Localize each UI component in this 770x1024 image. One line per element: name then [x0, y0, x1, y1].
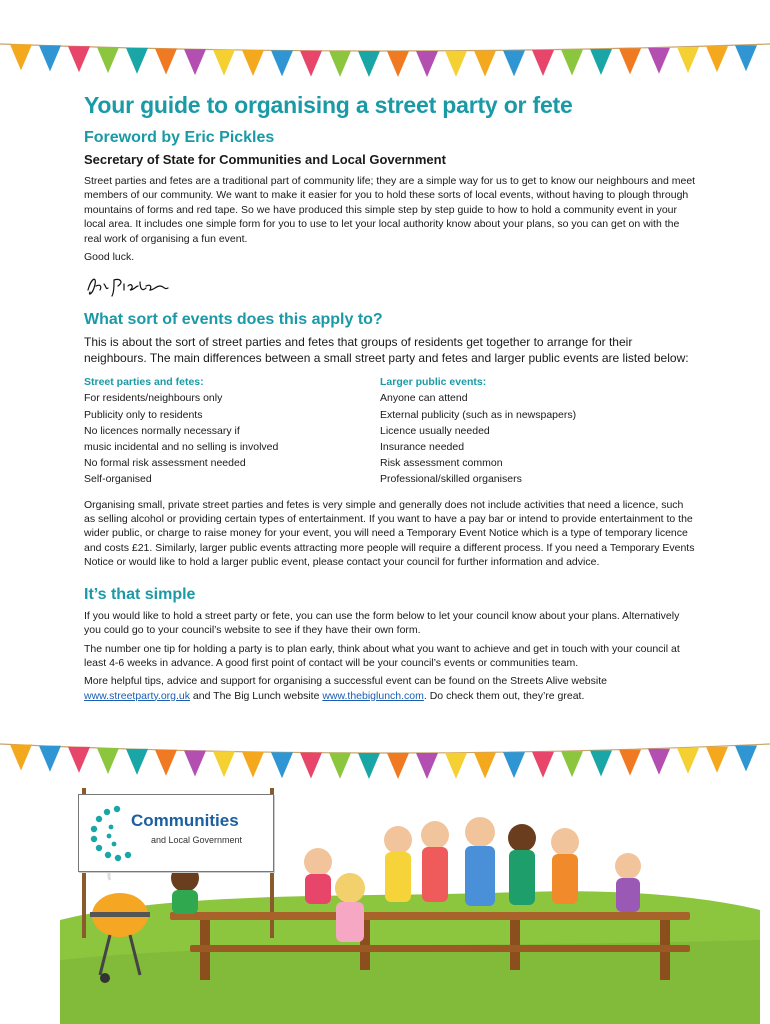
street-parties-heading: Street parties and fetes:: [84, 376, 204, 389]
foreword-closing: Good luck.: [84, 251, 135, 264]
list-item: No licences normally necessary if: [84, 424, 240, 437]
logo-dots-icon: [87, 803, 137, 863]
bunting-flag: [619, 48, 641, 74]
foreword-subheading: Secretary of State for Communities and Local Government: [84, 152, 446, 167]
bunting-flag: [445, 51, 467, 77]
list-item: Self-organised: [84, 473, 152, 486]
logo-title: Communities: [131, 811, 239, 830]
biglunch-link[interactable]: www.thebiglunch.com: [322, 689, 424, 702]
events-body: Organising small, private street parties and fetes is very simple and generally does not include activities that need a licence, such as selling alcohol or providing certain types of entertainment. If you want to have a pay bar or intend to provide entertainment to the wider public, or charge to raise money for your event, you will need a Temporary Event Notice which is a type of temporary licence and costs £21. Similarly, larger public events attracting more people will require a different process. If you need a Temporary Events Notice or would like to hold a larger public event, please contact your council for further information and advice.: [84, 498, 695, 569]
list-item: No formal risk assessment needed: [84, 457, 246, 470]
foreword-heading: Foreword by Eric Pickles: [84, 129, 275, 146]
street-parties-column: [84, 376, 380, 487]
list-item: For residents/neighbours only: [84, 392, 223, 405]
paragraph-text: . Do check them out, they’re great.: [423, 689, 585, 702]
simple-heading: It’s that simple: [84, 585, 196, 603]
simple-paragraph-2: The number one tip for holding a party is to plan early, think about what you want to achieve and get in touch with your council at least 4-6 weeks in advance. A good first point of contact will be your council’s events or communities team.: [84, 642, 680, 669]
bunting-flag: [503, 50, 525, 76]
bunting-flag: [677, 47, 699, 73]
bunting-flag: [68, 46, 90, 72]
list-item: Risk assessment common: [380, 457, 503, 470]
bunting-flag: [10, 744, 32, 770]
bunting-flag: [706, 747, 728, 773]
bunting-flag: [329, 51, 351, 77]
bunting-flag: [213, 50, 235, 76]
bunting-flag: [735, 746, 757, 772]
simple-section: [84, 586, 696, 703]
bunting-flag: [39, 45, 61, 71]
bunting-flag: [68, 747, 90, 773]
bunting-flag: [97, 47, 119, 73]
bunting-flag: [358, 51, 380, 77]
public-events-heading: Larger public events:: [380, 376, 487, 389]
streetparty-link[interactable]: www.streetparty.org.uk: [84, 689, 191, 702]
bunting-flag: [39, 746, 61, 772]
bunting-flag: [590, 49, 612, 75]
communities-logo-sign: [78, 794, 274, 872]
bunting-top-decoration: [0, 34, 770, 94]
page-title: Your guide to organising a street party or fete: [84, 92, 573, 118]
comparison-columns: [84, 376, 696, 487]
signature-image: [84, 272, 174, 300]
list-item: External publicity (such as in newspapers): [380, 408, 577, 421]
events-intro: This is about the sort of street parties and fetes that groups of residents get together to arrange for their neighbours. The main differences between a small street party and fetes and larger public events are listed below:: [84, 335, 689, 366]
bunting-flag: [561, 50, 583, 76]
bunting-flag: [706, 46, 728, 72]
list-item: Anyone can attend: [380, 392, 468, 405]
bunting-flag: [155, 49, 177, 75]
simple-paragraph-1: If you would like to hold a street party or fete, you can use the form below to let your council know about your plans. Alternatively you could go to your council’s website to see if they have their own form.: [84, 609, 680, 637]
bunting-flag: [300, 51, 322, 77]
bunting-flag: [242, 50, 264, 76]
list-item: Insurance needed: [380, 441, 465, 454]
foreword-body: Street parties and fetes are a traditional part of community life; they are a simple way for us to get to know our neighbours and meet members of our community. We want to make it easier for you to hold these sorts of local events, without having to plough through mountains of forms and red tape. So we have produced this simple step by step guide to how to hold a community event in your local area. It includes one simple form for you to use to let your local authority know about your plans, so you can get on with the real work of organising a fun event.: [84, 175, 696, 245]
bunting-flag: [10, 44, 32, 70]
bunting-flag: [271, 50, 293, 76]
bunting-flag: [648, 48, 670, 74]
paragraph-text: and The Big Lunch website: [190, 689, 323, 702]
public-events-column: [380, 376, 676, 487]
events-heading: What sort of events does this apply to?: [84, 311, 383, 329]
list-item: Professional/skilled organisers: [380, 473, 522, 486]
list-item: Licence usually needed: [380, 424, 490, 437]
bunting-flag: [184, 49, 206, 75]
page-content: [84, 92, 696, 707]
bunting-flag: [126, 48, 148, 74]
logo-subtitle: and Local Government: [151, 835, 243, 845]
simple-paragraph-3: [84, 674, 696, 703]
list-item: Publicity only to residents: [84, 408, 203, 421]
bunting-flag: [532, 50, 554, 76]
list-item: music incidental and no selling is involved: [84, 441, 279, 454]
bunting-flag: [416, 51, 438, 77]
paragraph-text: More helpful tips, advice and support for organising a successful event can be found on the Streets Alive website: [84, 675, 607, 688]
bunting-flag: [387, 51, 409, 77]
bunting-flag: [735, 45, 757, 71]
bunting-flag: [474, 51, 496, 77]
